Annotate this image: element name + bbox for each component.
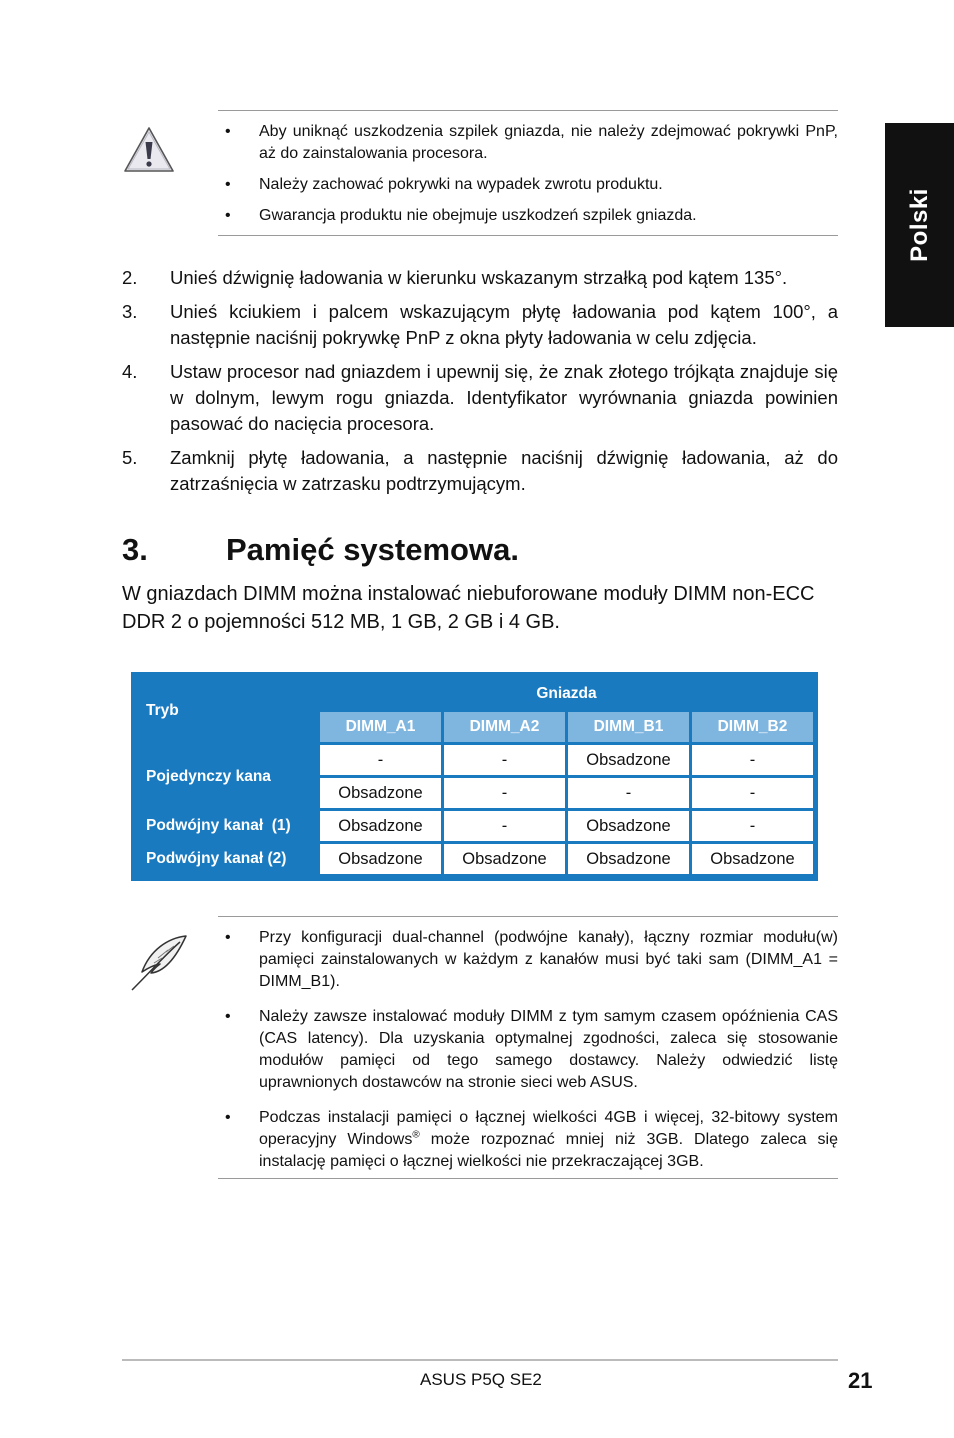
mode-header: Tryb [136, 679, 317, 742]
table-cell: - [444, 778, 565, 808]
table-cell: Obsadzone [320, 844, 441, 874]
section-number: 3. [122, 532, 148, 567]
table-cell: - [692, 811, 813, 841]
table-cell: Obsadzone [444, 844, 565, 874]
caution-top-rule [218, 110, 838, 111]
table-cell: Obsadzone [568, 844, 689, 874]
tip-item: • Podczas instalacji pamięci o łącznej wielkości 4GB i więcej, 32-bitowy system operacyjny Windows® może rozpoznać mniej niż 3GB. Dlatego zaleca się instalację pamięci o łącznej wielkości nie przekraczającej 3GB. [225, 1109, 838, 1170]
tip-list [222, 927, 838, 1173]
step-item: 2. Unieś dźwignię ładowania w kierunku wskazanym strzałką pod kątem 135°. [122, 267, 788, 288]
slots-group-header: Gniazda [320, 679, 813, 709]
table-cell: - [444, 745, 565, 775]
footer-rule [122, 1359, 838, 1361]
caution-item: • Gwarancja produktu nie obejmuje uszkodzeń szpilek gniazda. [225, 207, 697, 224]
dimm-table-frame [131, 672, 818, 881]
caution-bottom-rule [218, 235, 838, 236]
step-item: 5. Zamknij płytę ładowania, a następnie naciśnij dźwignię ładowania, aż do zatrzaśnięcia w zatrzasku podtrzymującym. [122, 447, 838, 494]
section-heading [122, 532, 519, 568]
caution-item: • Należy zachować pokrywki na wypadek zwrotu produktu. [225, 176, 663, 193]
footer-model: ASUS P5Q SE2 [420, 1370, 542, 1389]
step-item: 3. Unieś kciukiem i palcem wskazującym płytę ładowania pod kątem 100°, a następnie naciśnij pokrywkę PnP z okna płyty ładowania w celu zdjęcia. [122, 301, 838, 348]
registered-mark: ® [412, 1129, 420, 1141]
tip-item: • Przy konfiguracji dual-channel (podwójne kanały), łączny rozmiar modułu(w) pamięci zainstalowanych w każdym z kanałów musi być taki sam (DIMM_A1 = DIMM_B1). [225, 929, 838, 990]
mode-label: Podwójny kanał (2) [136, 844, 317, 874]
step-item: 4. Ustaw procesor nad gniazdem i upewnij się, że znak złotego trójkąta znajduje się w dolnym, lewym rogu gniazda. Identyfikator wyrównania gniazda powinien pasować do nacięcia procesora. [122, 361, 838, 434]
table-cell: Obsadzone [692, 844, 813, 874]
page-number: 21 [848, 1368, 873, 1393]
dimm-table [133, 676, 816, 877]
feather-note-icon [128, 932, 190, 992]
table-cell: Obsadzone [320, 811, 441, 841]
language-tab-label: Polski [905, 188, 933, 262]
table-cell: - [320, 745, 441, 775]
tip-item: • Należy zawsze instalować moduły DIMM z tym samym czasem opóźnienia CAS (CAS latency). Dla uzyskania optymalnej zgodności, zaleca się stosowanie modułów pamięci od tego samego dostawcy. Należy odwiedzić listę uprawnionych dostawców na stronie sieci web ASUS. [225, 1008, 838, 1091]
table-cell: - [692, 778, 813, 808]
steps-list [122, 265, 838, 497]
slot-header: DIMM_B1 [568, 712, 689, 742]
table-cell: Obsadzone [568, 745, 689, 775]
table-cell: Obsadzone [568, 811, 689, 841]
table-cell: - [568, 778, 689, 808]
tip-top-rule [218, 916, 838, 917]
table-cell: - [692, 745, 813, 775]
tip-bottom-rule [218, 1178, 838, 1179]
table-cell: - [444, 811, 565, 841]
caution-list [222, 121, 838, 227]
slot-header: DIMM_A1 [320, 712, 441, 742]
slot-header: DIMM_B2 [692, 712, 813, 742]
slot-header: DIMM_A2 [444, 712, 565, 742]
section-intro: W gniazdach DIMM można instalować niebuforowane moduły DIMM non-ECC DDR 2 o pojemności 512 MB, 1 GB, 2 GB i 4 GB. [122, 583, 815, 633]
mode-label: Podwójny kanał (1) [136, 811, 317, 841]
mode-label: Pojedynczy kana [136, 745, 317, 808]
language-tab [885, 123, 954, 327]
warning-icon [122, 125, 176, 175]
caution-item: • Aby uniknąć uszkodzenia szpilek gniazda, nie należy zdejmować pokrywki PnP, aż do zainstalowania procesora. [225, 123, 838, 162]
table-cell: Obsadzone [320, 778, 441, 808]
section-title: Pamięć systemowa. [226, 532, 519, 567]
